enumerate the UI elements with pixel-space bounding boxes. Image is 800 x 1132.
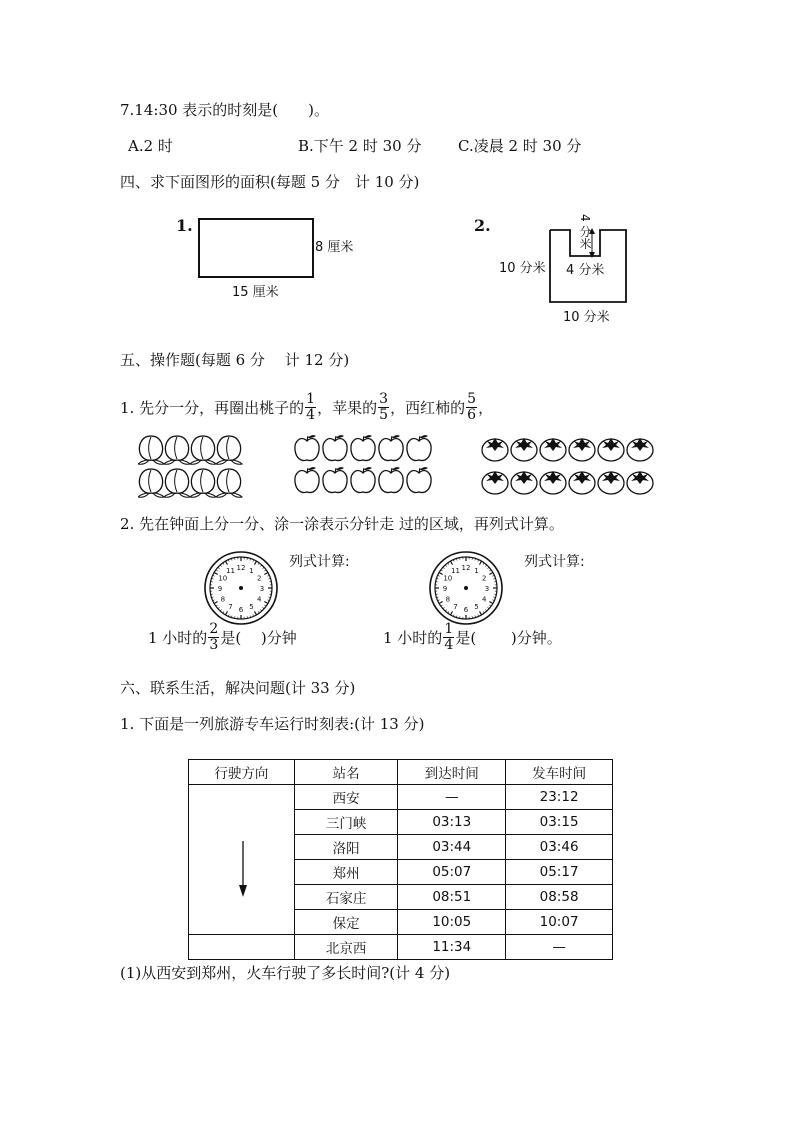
table-cell: 08:51 [398, 885, 506, 910]
apple-icon [323, 467, 347, 492]
table-cell: 洛阳 [294, 835, 398, 860]
peach-icon [216, 469, 242, 497]
clock-number: 9 [217, 585, 223, 593]
direction-cell-last [189, 935, 295, 960]
table-header: 站名 [294, 760, 398, 785]
clock-number: 6 [238, 606, 244, 614]
table-header: 发车时间 [506, 760, 613, 785]
clock-tick [214, 573, 217, 575]
clock-number: 5 [249, 603, 254, 612]
apple-icon [407, 435, 431, 460]
clock-tick [443, 567, 444, 568]
clock-tick [226, 561, 228, 564]
tomato-icon [627, 438, 653, 461]
tomato-icon [511, 471, 537, 494]
table-cell: — [506, 935, 613, 960]
tomato-icon [598, 471, 624, 494]
frac-den: 6 [467, 407, 477, 423]
tomato-group [480, 432, 660, 498]
clock1-formula-label: 列式计算: [289, 554, 350, 570]
tomato-icon [482, 471, 508, 494]
clock1-question [148, 622, 297, 653]
tomato-icon [598, 438, 624, 461]
clock-number: 5 [474, 603, 479, 612]
s5-q1-text-d: ， [478, 399, 494, 417]
table-cell: 08:58 [506, 885, 613, 910]
section4-title: 四、求下面图形的面积(每题 5 分 计 10 分) [120, 173, 420, 191]
table-cell: 03:13 [398, 810, 506, 835]
frac-den: 4 [444, 637, 454, 653]
clock-number: 8 [445, 595, 451, 604]
clock-tick [439, 573, 442, 575]
peach-icon [164, 436, 190, 464]
clock1-text-a: 1 小时的 [148, 629, 208, 647]
clock-tick [445, 610, 446, 611]
clock2-formula-label: 列式计算: [524, 554, 585, 570]
table-cell: 北京西 [294, 935, 398, 960]
direction-cell [189, 785, 295, 935]
table-cell: 三门峡 [294, 810, 398, 835]
apple-icon [323, 435, 347, 460]
tomato-icon [540, 438, 566, 461]
frac-num: 3 [379, 391, 389, 407]
down-arrow-icon [233, 839, 253, 899]
frac-den: 4 [306, 407, 316, 423]
s6-sub1: (1)从西安到郑州，火车行驶了多长时间?(计 4 分) [120, 964, 451, 982]
clock-number: 11 [451, 566, 460, 575]
clock-tick [485, 565, 486, 566]
table-cell: 西安 [294, 785, 398, 810]
clock-number: 10 [443, 574, 453, 583]
table-cell: 03:15 [506, 810, 613, 835]
clock-number: 8 [220, 595, 226, 604]
clock-tick [488, 607, 489, 608]
clock-tick [443, 607, 444, 608]
peach-icon [190, 436, 216, 464]
clock-tick [485, 610, 486, 611]
table-cell: 03:46 [506, 835, 613, 860]
fig1-number: 1. [176, 216, 193, 235]
clock-tick [260, 565, 261, 566]
clock-tick [263, 607, 264, 608]
clock-tick [445, 565, 446, 566]
q7-option-c: C.凌晨 2 时 30 分 [458, 137, 582, 155]
frac-den: 3 [209, 637, 219, 653]
table-cell: 03:44 [398, 835, 506, 860]
clock-number: 4 [481, 595, 487, 604]
clock-number: 3 [259, 585, 265, 593]
frac-den: 5 [379, 407, 389, 423]
tomato-icon [569, 471, 595, 494]
clock-tick [264, 573, 267, 575]
peach-icon [190, 469, 216, 497]
clock-number: 11 [226, 566, 235, 575]
frac-num: 1 [444, 621, 454, 637]
q7-option-a: A.2 时 [128, 137, 173, 155]
apple-icon [407, 467, 431, 492]
clock-tick [488, 567, 489, 568]
clock-tick [220, 565, 221, 566]
s5-q1-text [120, 392, 493, 423]
table-header: 到达时间 [398, 760, 506, 785]
tomato-icon [540, 471, 566, 494]
clock-number: 1 [474, 566, 479, 575]
clock1-text-b: 是( )分钟 [220, 629, 297, 647]
section6-title: 六、联系生活，解决问题(计 33 分) [120, 679, 356, 697]
clock-tick [214, 602, 217, 604]
table-cell: 石家庄 [294, 885, 398, 910]
tomato-icon [482, 438, 508, 461]
tomato-icon [511, 438, 537, 461]
timetable [188, 759, 613, 960]
q7-option-b: B.下午 2 时 30 分 [298, 137, 422, 155]
apple-group [292, 432, 440, 498]
tomato-icon [569, 438, 595, 461]
apple-icon [295, 435, 319, 460]
s5-q2-text: 2. 先在钟面上分一分、涂一涂表示分针走 过的区域，再列式计算。 [120, 515, 564, 533]
clock-tick [218, 607, 219, 608]
table-cell: 05:07 [398, 860, 506, 885]
s5-q1-text-a: 1. 先分一分，再圈出桃子的 [120, 399, 305, 417]
clock-tick [263, 567, 264, 568]
fig2-left-label: 10 分米 [499, 261, 546, 276]
fig1-width-label: 15 厘米 [232, 285, 279, 300]
clock-number: 10 [218, 574, 228, 583]
clock-tick [255, 561, 257, 564]
s5-q1-text-b: ，苹果的 [317, 399, 378, 417]
clock-tick [218, 567, 219, 568]
peach-group [138, 432, 250, 498]
clock-number: 7 [453, 603, 458, 612]
table-cell: 05:17 [506, 860, 613, 885]
fig1-height-label: 8 厘米 [315, 240, 354, 255]
section5-title: 五、操作题(每题 6 分 计 12 分) [120, 351, 350, 369]
apple-icon [295, 467, 319, 492]
fig1-rectangle [198, 218, 314, 278]
table-header-row [189, 760, 613, 785]
clock-tick [451, 611, 453, 614]
clock-tick [255, 611, 257, 614]
clock-center [464, 586, 468, 590]
table-cell: — [398, 785, 506, 810]
table-row [189, 785, 613, 810]
clock-number: 7 [228, 603, 233, 612]
apple-icon [379, 467, 403, 492]
clock2-question [383, 622, 562, 653]
clock-number: 12 [461, 564, 471, 572]
frac-num: 2 [209, 621, 219, 637]
clock2-text-b: 是( )分钟。 [455, 629, 562, 647]
peach-icon [164, 469, 190, 497]
clock-number: 2 [481, 574, 487, 583]
clock-face-1 [203, 550, 279, 626]
frac-num: 1 [306, 391, 316, 407]
clock-tick [226, 611, 228, 614]
clock-number: 12 [236, 564, 246, 572]
fig2-bottom-label: 10 分米 [563, 310, 610, 325]
fraction-2-3 [208, 622, 219, 653]
apple-icon [379, 435, 403, 460]
s6-q1-intro: 1. 下面是一列旅游专车运行时刻表:(计 13 分) [120, 715, 425, 733]
q7-stem: 7.14:30 表示的时刻是( )。 [120, 101, 330, 119]
clock-tick [489, 573, 492, 575]
clock-tick [260, 610, 261, 611]
clock-number: 9 [442, 585, 448, 593]
fraction-5-6 [466, 392, 477, 423]
table-cell: 11:34 [398, 935, 506, 960]
clock-tick [451, 561, 453, 564]
clock-tick [480, 611, 482, 614]
clock-tick [489, 602, 492, 604]
table-header: 行驶方向 [189, 760, 295, 785]
fig2-notch-width-label: 4 分米 [566, 263, 605, 278]
clock-number: 4 [256, 595, 262, 604]
table-cell: 保定 [294, 910, 398, 935]
apple-icon [351, 467, 375, 492]
table-cell: 10:07 [506, 910, 613, 935]
fraction-1-4-b [443, 622, 454, 653]
peach-icon [138, 469, 164, 497]
clock-tick [264, 602, 267, 604]
peach-icon [216, 436, 242, 464]
apple-icon [351, 435, 375, 460]
peach-icon [138, 436, 164, 464]
table-cell: 10:05 [398, 910, 506, 935]
table-row [189, 935, 613, 960]
clock-tick [220, 610, 221, 611]
frac-num: 5 [467, 391, 477, 407]
clock-center [239, 586, 243, 590]
clock-number: 2 [256, 574, 262, 583]
clock-number: 6 [463, 606, 469, 614]
clock-face-2 [428, 550, 504, 626]
fig2-notch-height-label: 4 分米 [578, 214, 592, 250]
fig2-number: 2. [474, 216, 491, 235]
fraction-3-5 [378, 392, 389, 423]
clock-number: 3 [484, 585, 490, 593]
clock2-text-a: 1 小时的 [383, 629, 443, 647]
table-cell: 郑州 [294, 860, 398, 885]
clock-number: 1 [249, 566, 254, 575]
clock-tick [439, 602, 442, 604]
clock-tick [480, 561, 482, 564]
table-cell: 23:12 [506, 785, 613, 810]
s5-q1-text-c: ，西红柿的 [390, 399, 466, 417]
fraction-1-4 [305, 392, 316, 423]
tomato-icon [627, 471, 653, 494]
